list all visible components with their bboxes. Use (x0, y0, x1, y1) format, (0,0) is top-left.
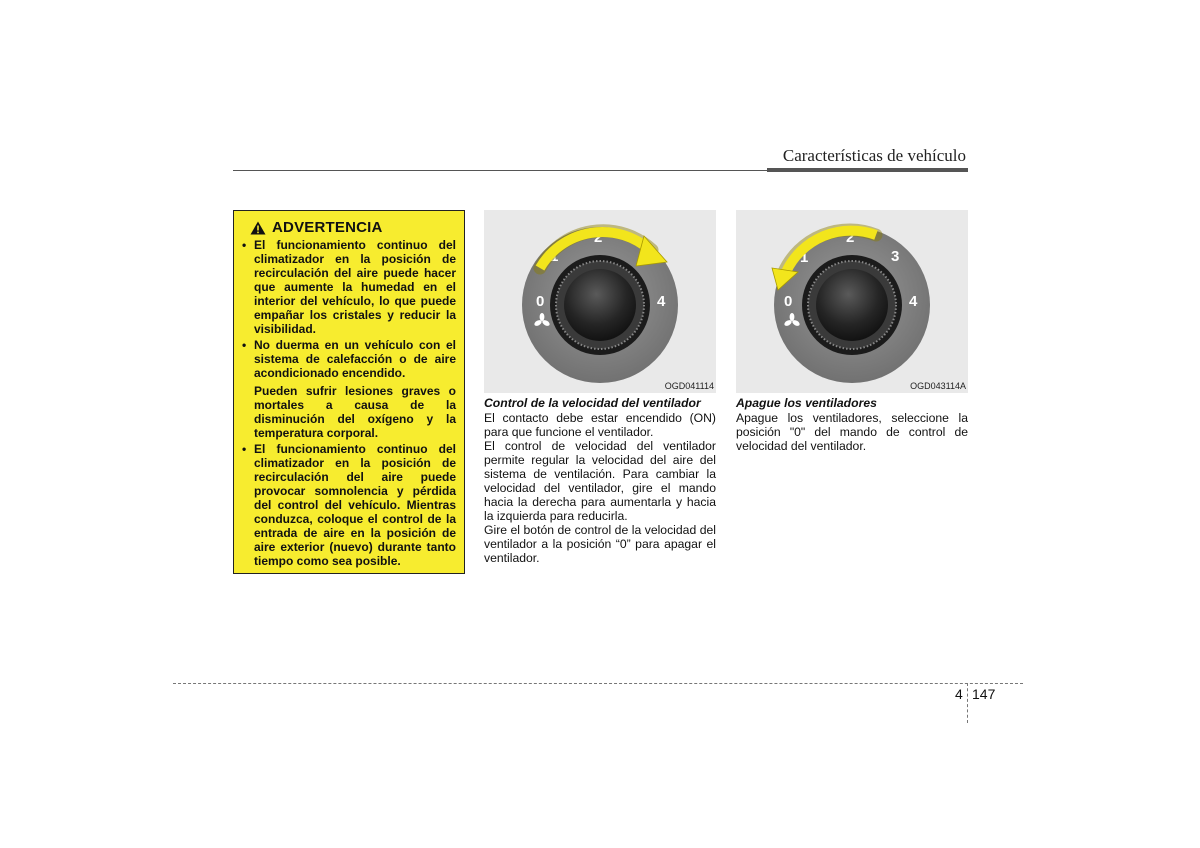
figure-code: OGD043114A (910, 381, 966, 391)
fan-off-dial-figure (736, 210, 968, 393)
warning-text: El funcionamiento continuo del climatizador en la posición de recirculación del aire puede hacer que aumente la humedad en el interior del vehículo, lo que puede empañar los cristales y reducir la visibilidad. (254, 238, 456, 336)
dial-label-1: 1 (550, 248, 559, 265)
dial-label-2: 2 (594, 229, 603, 246)
warning-title: ADVERTENCIA (272, 219, 383, 236)
section-paragraph: Gire el botón de control de la velocidad del ventilador a la posición “0” para apagar el ventilador. (484, 523, 716, 565)
figure-code: OGD041114 (664, 381, 714, 391)
warning-triangle-icon (250, 221, 266, 235)
warning-text: Pueden sufrir lesiones graves o mortales a causa de la disminución del oxígeno y la temperatura corporal. (254, 384, 456, 440)
warning-box (233, 210, 465, 574)
section-heading: Control de la velocidad del ventilador (484, 396, 701, 410)
dial-label-4: 4 (657, 293, 666, 310)
dial-label-0: 0 (536, 293, 545, 310)
header-title: Características de vehículo (782, 146, 966, 165)
fan-speed-dial-figure (484, 210, 716, 393)
warning-item: • El funcionamiento continuo del climatizador en la posición de recirculación del aire puede provocar somnolencia y pérdida del control del vehículo. Mientras conduzca, coloque el control de la entrada de aire en la posición de aire exterior (nuevo) durante tanto tiempo como sea posible. (242, 442, 456, 568)
section-paragraph: Apague los ventiladores, seleccione la posición "0" del mando de control de velocidad del ventilador. (736, 411, 968, 453)
warning-item: • El funcionamiento continuo del climatizador en la posición de recirculación del aire puede hacer que aumente la humedad en el interior del vehículo, lo que puede empañar los cristales y reducir la visibilidad. (242, 238, 456, 336)
footer-rule (173, 683, 1023, 684)
chapter-number: 4 (955, 686, 963, 702)
page-number: 147 (972, 686, 996, 702)
dial-label-1: 1 (800, 249, 809, 266)
section-paragraph: El contacto debe estar encendido (ON) para que funcione el ventilador. (484, 411, 716, 439)
section-heading: Apague los ventiladores (736, 396, 877, 410)
warning-header (250, 219, 456, 236)
warning-item: • No duerma en un vehículo con el sistema de calefacción o de aire acondicionado encendido. Pueden sufrir lesiones graves o mortales a causa de la disminución del oxígeno y la temperatura corporal. (242, 338, 456, 440)
warning-text: No duerma en un vehículo con el sistema de calefacción o de aire acondicionado encendido. (254, 338, 456, 380)
warning-text: El funcionamiento continuo del climatizador en la posición de recirculación del aire puede provocar somnolencia y pérdida del control del vehículo. Mientras conduzca, coloque el control de la entrada de aire en la posición de aire exterior (nuevo) durante tanto tiempo como sea posible. (254, 442, 456, 568)
warning-list (242, 238, 456, 568)
dial-label-2: 2 (846, 229, 855, 246)
dial-label-3: 3 (891, 248, 900, 265)
header-rule (233, 170, 767, 171)
header-rule-accent (767, 168, 968, 172)
fan-speed-dial-image (484, 210, 716, 393)
fan-off-dial-image (736, 210, 968, 393)
dial-label-4: 4 (909, 293, 918, 310)
fan-off-section (736, 396, 968, 453)
section-paragraph: El control de velocidad del ventilador permite regular la velocidad del aire del sistema de ventilación. Para cambiar la velocidad del ventilador, gire el mando hacia la derecha para aumentarla y hacia la izquierda para reducirla. (484, 439, 716, 523)
fan-speed-section (484, 396, 716, 565)
dial-label-0: 0 (784, 293, 793, 310)
footer-divider (967, 683, 968, 723)
